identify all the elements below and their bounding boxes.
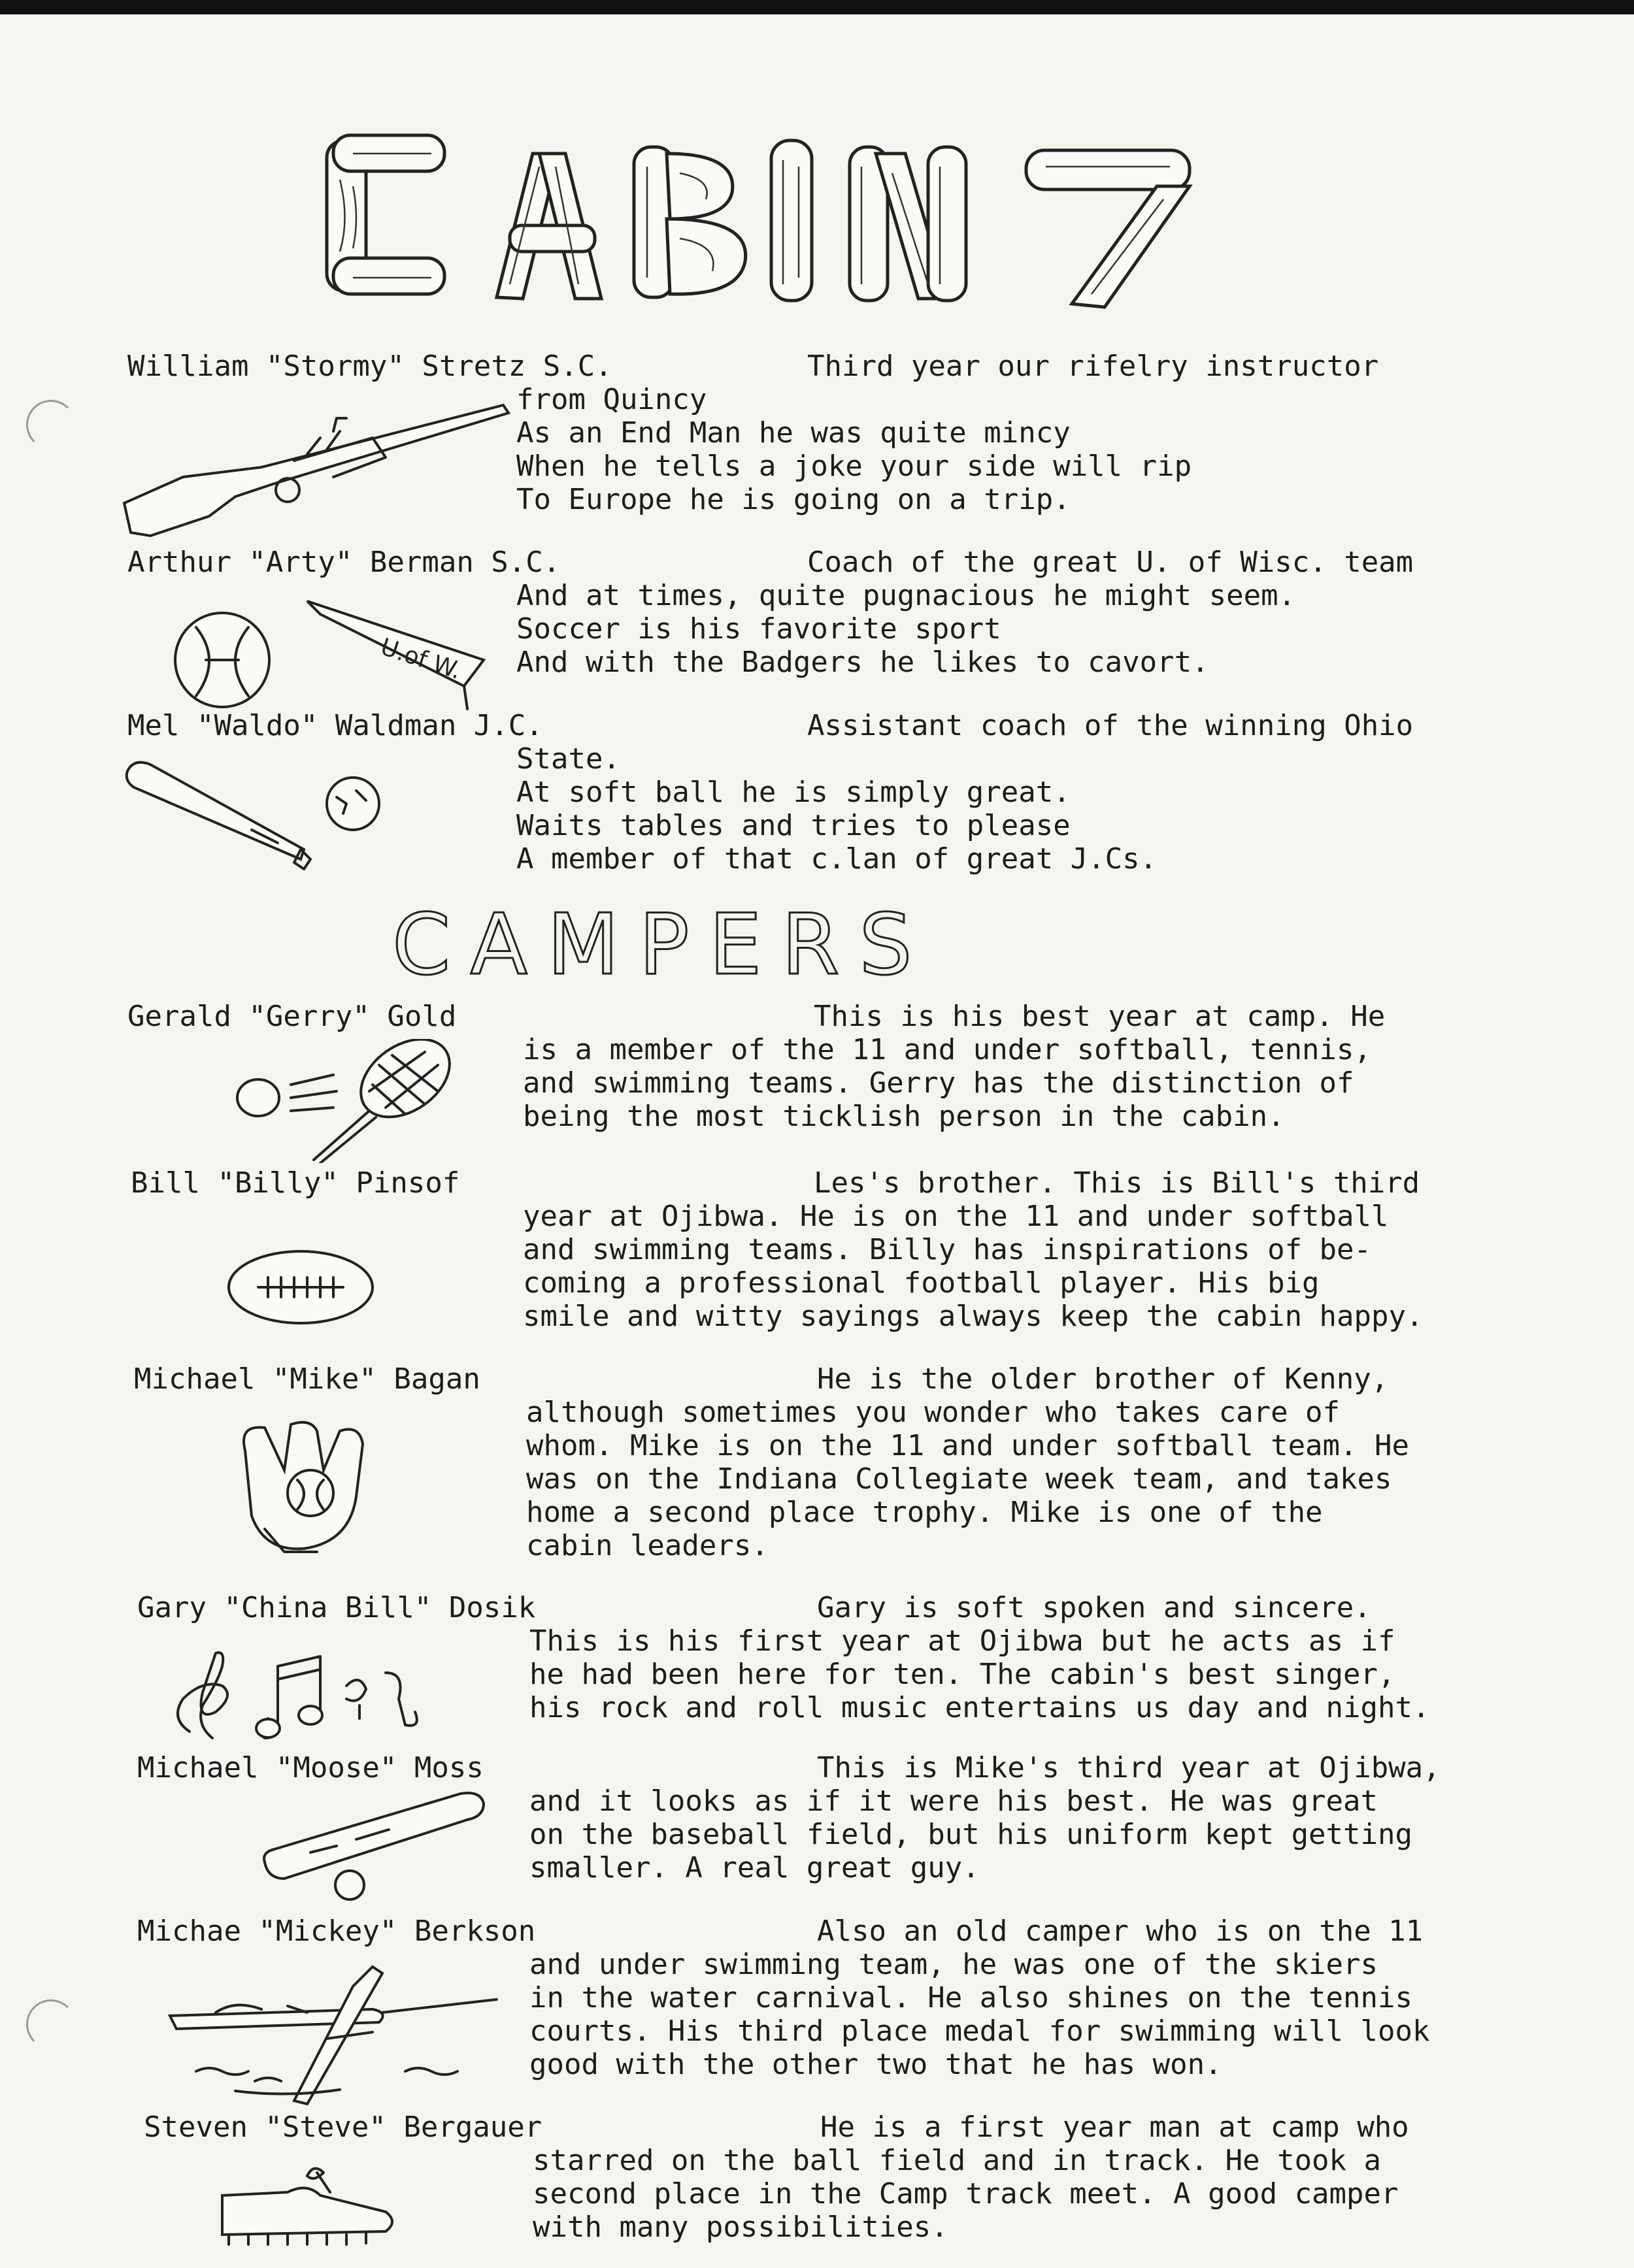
camper-bio-line: good with the other two that he has won.	[529, 2048, 1222, 2081]
camper-bio-line: coming a professional football player. His big	[523, 1266, 1320, 1300]
page-title	[314, 127, 1294, 323]
tennis-racket-sketch	[229, 1039, 471, 1163]
football-sketch	[222, 1241, 379, 1333]
camper-name: Michae "Mickey" Berkson	[137, 1915, 536, 1948]
counselor-bio-line: A member of that c.lan of great J.Cs.	[516, 842, 1158, 876]
camper-bio-line: he had been here for ten. The cabin's best singer,	[529, 1658, 1395, 1691]
camper-name: Steven "Steve" Bergauer	[144, 2111, 542, 2144]
camper-bio-line: This is his first year at Ojibwa but he acts as if	[529, 1624, 1395, 1658]
camper-bio-line: year at Ojibwa. He is on the 11 and under softball	[523, 1200, 1389, 1233]
track-shoe-sketch	[209, 2156, 405, 2254]
baseball-glove-sketch	[225, 1411, 389, 1562]
camper-name: Gerald "Gerry" Gold	[127, 1000, 457, 1033]
camper-bio-line: smile and witty sayings always keep the cabin happy.	[523, 1300, 1424, 1333]
campers-heading	[386, 895, 974, 987]
rifle-sketch	[111, 392, 516, 542]
campers-heading-text: CAMPERS	[392, 896, 932, 987]
camper-bio-line: home a second place trophy. Mike is one of the	[526, 1496, 1323, 1529]
camper-bio-line: He is the older brother of Kenny,	[817, 1362, 1389, 1396]
camper-bio-line: on the baseball field, but his uniform kept getting	[529, 1818, 1413, 1851]
camper-bio-line: with many possibilities.	[533, 2210, 948, 2244]
camper-bio-line: whom. Mike is on the 11 and under softball team. He	[526, 1429, 1410, 1462]
counselor-bio-line: from Quincy	[516, 383, 707, 416]
camper-name: Gary "China Bill" Dosik	[137, 1591, 536, 1624]
camper-bio-line: cabin leaders.	[526, 1529, 769, 1562]
camper-bio-line: and swimming teams. Billy has inspirations of be-	[523, 1233, 1372, 1266]
pennant-text: U.of W.	[377, 633, 465, 685]
camper-bio-line: was on the Indiana Collegiate week team, and takes	[526, 1462, 1392, 1496]
counselor-bio-line: Assistant coach of the winning Ohio	[807, 709, 1414, 742]
camper-bio-line: Also an old camper who is on the 11	[817, 1915, 1424, 1948]
scan-top-edge	[0, 0, 1634, 14]
counselor-bio-line: To Europe he is going on a trip.	[516, 483, 1071, 516]
counselor-bio-line: Soccer is his favorite sport	[516, 612, 1001, 646]
counselor-bio-line: At soft ball he is simply great.	[516, 776, 1071, 809]
water-ski-sketch	[157, 1960, 523, 2117]
punch-hole-top	[26, 400, 76, 450]
counselor-name: Mel "Waldo" Waldman J.C.	[127, 709, 543, 742]
counselor-bio-line: Third year our rifelry instructor	[807, 350, 1379, 383]
bat-ball-sketch	[258, 1787, 493, 1905]
camper-bio-line: starred on the ball field and in track. He took a	[533, 2144, 1382, 2177]
camper-bio-line: although sometimes you wonder who takes care of	[526, 1396, 1341, 1429]
camper-bio-line: Les's brother. This is Bill's third	[814, 1166, 1420, 1200]
camper-bio-line: smaller. A real great guy.	[529, 1851, 980, 1884]
camper-bio-line: second place in the Camp track meet. A good camper	[533, 2177, 1399, 2210]
camper-bio-line: Gary is soft spoken and sincere.	[817, 1591, 1371, 1624]
camper-name: Bill "Billy" Pinsof	[131, 1166, 460, 1200]
counselor-bio-line: State.	[516, 742, 620, 776]
camper-name: Michael "Mike" Bagan	[134, 1362, 480, 1396]
camper-bio-line: courts. His third place medal for swimming will look	[529, 2014, 1430, 2048]
music-notes-sketch	[163, 1647, 438, 1745]
counselor-bio-line: Coach of the great U. of Wisc. team	[807, 546, 1414, 579]
baseball-pennant-sketch	[157, 588, 510, 712]
camper-bio-line: and swimming teams. Gerry has the distinction of	[523, 1066, 1354, 1100]
counselor-name: William "Stormy" Stretz S.C.	[127, 350, 612, 383]
camper-name: Michael "Moose" Moss	[137, 1751, 484, 1784]
counselor-bio-line: And with the Badgers he likes to cavort.	[516, 646, 1209, 679]
counselor-bio-line: As an End Man he was quite mincy	[516, 416, 1071, 450]
counselor-name: Arthur "Arty" Berman S.C.	[127, 546, 561, 579]
camper-bio-line: and under swimming team, he was one of the skiers	[529, 1948, 1378, 1981]
camper-bio-line: This is Mike's third year at Ojibwa,	[817, 1751, 1441, 1784]
counselor-bio-line: When he tells a joke your side will rip	[516, 450, 1192, 483]
punch-hole-bottom	[26, 1999, 76, 2049]
page-title-logs	[314, 127, 1294, 323]
camper-bio-line: in the water carnival. He also shines on the tennis	[529, 1981, 1413, 2014]
counselor-bio-line: And at times, quite pugnacious he might seem.	[516, 579, 1296, 612]
bat-ball-sketch	[121, 751, 408, 876]
camper-bio-line: This is his best year at camp. He	[814, 1000, 1386, 1033]
camper-bio-line: and it looks as if it were his best. He was great	[529, 1784, 1378, 1818]
camper-bio-line: is a member of the 11 and under softball, tennis,	[523, 1033, 1372, 1066]
counselor-bio-line: Waits tables and tries to please	[516, 809, 1071, 842]
camper-bio-line: being the most ticklish person in the cabin.	[523, 1100, 1285, 1133]
camper-bio-line: his rock and roll music entertains us day and night.	[529, 1691, 1430, 1724]
camper-bio-line: He is a first year man at camp who	[820, 2111, 1409, 2144]
